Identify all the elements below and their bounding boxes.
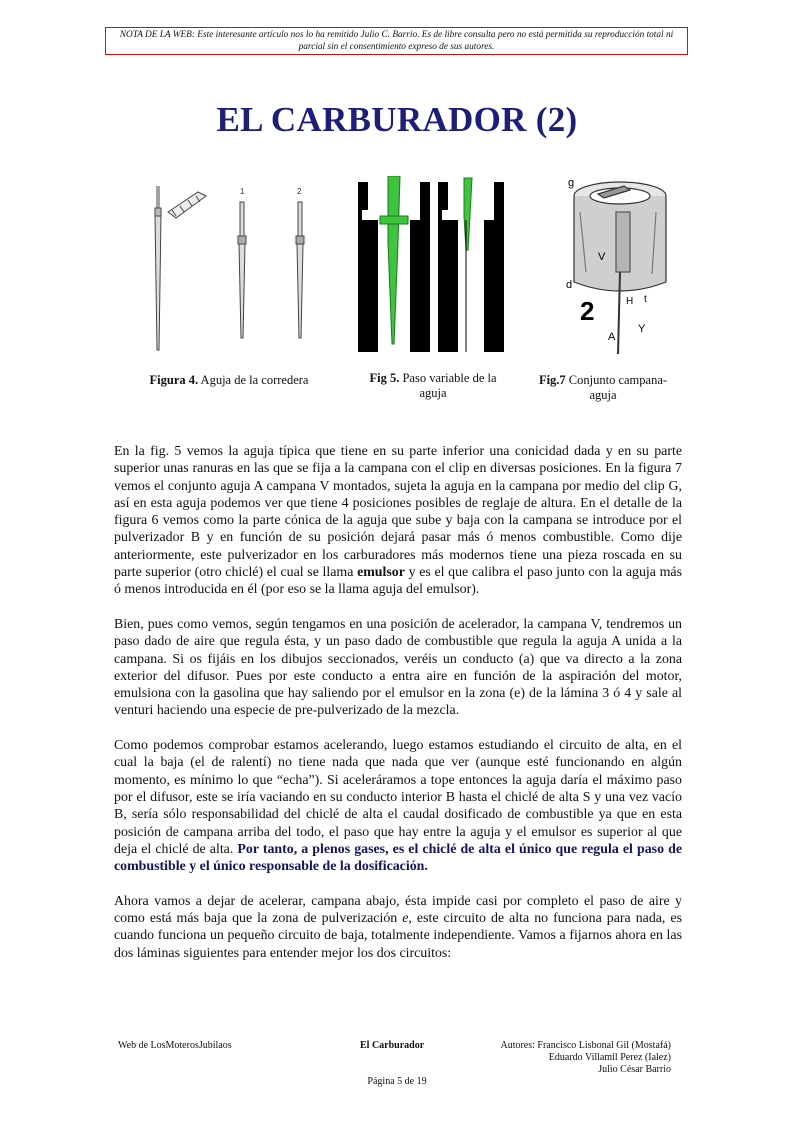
figure-4-needles (140, 178, 320, 358)
footer-author-3: Julio César Barrio (598, 1064, 671, 1075)
figure-5-caption (358, 371, 508, 401)
paragraph-4-italic: e (402, 911, 409, 927)
label-g: g (568, 177, 575, 189)
paragraph-2: Bien, pues como vemos, según tengamos en una posición de acelerador, la campana V, tendremos un paso dado de aire que regula ésta, y un paso dado de combustible que regula la aguja A unida a la campana. Si os fijáis en los dibujos seccionados, veréis un conducto (a) que va directo a la zona exterior del difusor. Pues por este conducto a entra aire en función de la aspiración del motor, emulsiona con la gasolina que hay saliendo por el emulsor en la zona (e) de la lámina 3 ó 4 y sale al venturi haciendo una especie de pre-pulverizado de la mezcla. (114, 616, 682, 719)
label-y: Y (638, 323, 646, 335)
needle-long-1 (155, 186, 161, 350)
needle-1-number: 1 (240, 187, 245, 196)
footer-center: El Carburador (360, 1040, 425, 1051)
figure-7-label: Fig.7 (538, 373, 566, 387)
needle-2-number: 2 (297, 187, 302, 196)
paragraph-4-text-b: , este circuito de alta no funciona para nada, es cuando funciona un pequeño circuito de baja, totalmente independiente. Vamos a fijarnos ahora en las dos láminas siguientes para entender mejor los dos circuitos: (114, 911, 682, 961)
article-body (114, 443, 682, 979)
figure-5-text: Paso variable de la aguja (399, 371, 497, 400)
page-number: Página 5 de 19 (367, 1076, 427, 1087)
label-v: V (598, 251, 606, 263)
label-2: 2 (580, 296, 595, 326)
label-a: A (608, 331, 616, 343)
section-left (358, 176, 430, 352)
paragraph-3-text: Como podemos comprobar estamos acelerando, luego estamos estudiando el circuito de alta, en el cual la baja (el de ralentí) no tiene nada que nada que ver (aunque esté funcionando en algún momento, es mínimo lo que “echa”). Si aceleráramos a tope entonces la aguja daría el máximo paso por el difusor, este se iría vaciando en su conducto interior B hasta el chiclé de alta S y una vez vacío B, sería sólo responsabilidad del chiclé de alta el caudal dosificado de combustible ya que en esta posición de campana arriba del todo, el paso que hay entre la aguja y el emulsor es superior al que deja el chiclé de alta. (114, 738, 682, 857)
figure-7-caption (528, 373, 678, 403)
paragraph-3-highlight: Por tanto, a plenos gases, es el chiclé de alta el único que regula el paso de combustible y el único responsable de la dosificación. (114, 841, 682, 875)
figure-7-text: Conjunto campana-aguja (565, 373, 668, 402)
figure-4-text: Aguja de la corredera (198, 373, 309, 387)
footer-author-1: Autores: Francisco Lisbonal Gil (Mostafá) (500, 1040, 671, 1051)
needle-2 (296, 202, 304, 338)
paragraph-1 (114, 443, 682, 599)
footer-left: Web de LosMoterosJubilaos (118, 1040, 232, 1051)
figure-4-caption (134, 373, 324, 388)
paragraph-1-text-a: En la fig. 5 vemos la aguja típica que tiene en su parte inferior una conicidad dada y en su parte superior unas ranuras en las que se fija a la campana con el clip en diversas posiciones. En la figura 7 vemos el conjunto aguja A campana V montados, sujeta la aguja en la campana por medio del clip G, así en esta aguja podemos ver que tiene 4 posiciones posibles de reglaje de altura. En el detalle de la figura 6 vemos como la parte cónica de la aguja que sube y baja con la campana se introduce por el pulverizador B y en función de su posición dejará pasar más ó menos combustible. Como dije anteriormente, este pulverizador en los carburadores más modernos tiene una pieza roscada en su parte superior (otro chiclé) el cual se llama (114, 444, 682, 581)
emulsor-term: emulsor (357, 565, 405, 581)
paragraph-3 (114, 737, 682, 875)
needle-clip (168, 192, 206, 218)
paragraph-4 (114, 893, 682, 962)
paragraph-1-text-b: y es el que calibra el paso junto con la aguja más ó menos introducida en él (por eso se la llama aguja del emulsor). (114, 565, 682, 598)
footer-authors (440, 1040, 671, 1076)
copyright-notice: NOTA DE LA WEB: Este interesante artículo nos lo ha remitido Julio C. Barrio. Es de libre consulta pero no está permitida su reproducción total ni parcial sin el consentimiento expreso de sus autores. (105, 27, 688, 55)
paragraph-4-text-a: Ahora vamos a dejar de acelerar, campana abajo, ésta impide casi por completo el paso de aire y como está más baja que la zona de pulverización (114, 893, 682, 927)
figure-5-sections (358, 176, 508, 358)
label-t: t (644, 294, 647, 305)
section-right (438, 178, 504, 352)
figure-4-label: Figura 4. (149, 373, 199, 387)
footer-author-2: Eduardo Villamil Perez (Ialez) (548, 1052, 671, 1063)
figure-7-bell-assembly (560, 172, 680, 362)
needle-1 (238, 202, 246, 338)
figure-5-label: Fig 5. (369, 371, 400, 385)
page-title: EL CARBURADOR (2) (216, 100, 578, 139)
label-h: H (626, 296, 634, 307)
label-d: d (566, 279, 573, 291)
